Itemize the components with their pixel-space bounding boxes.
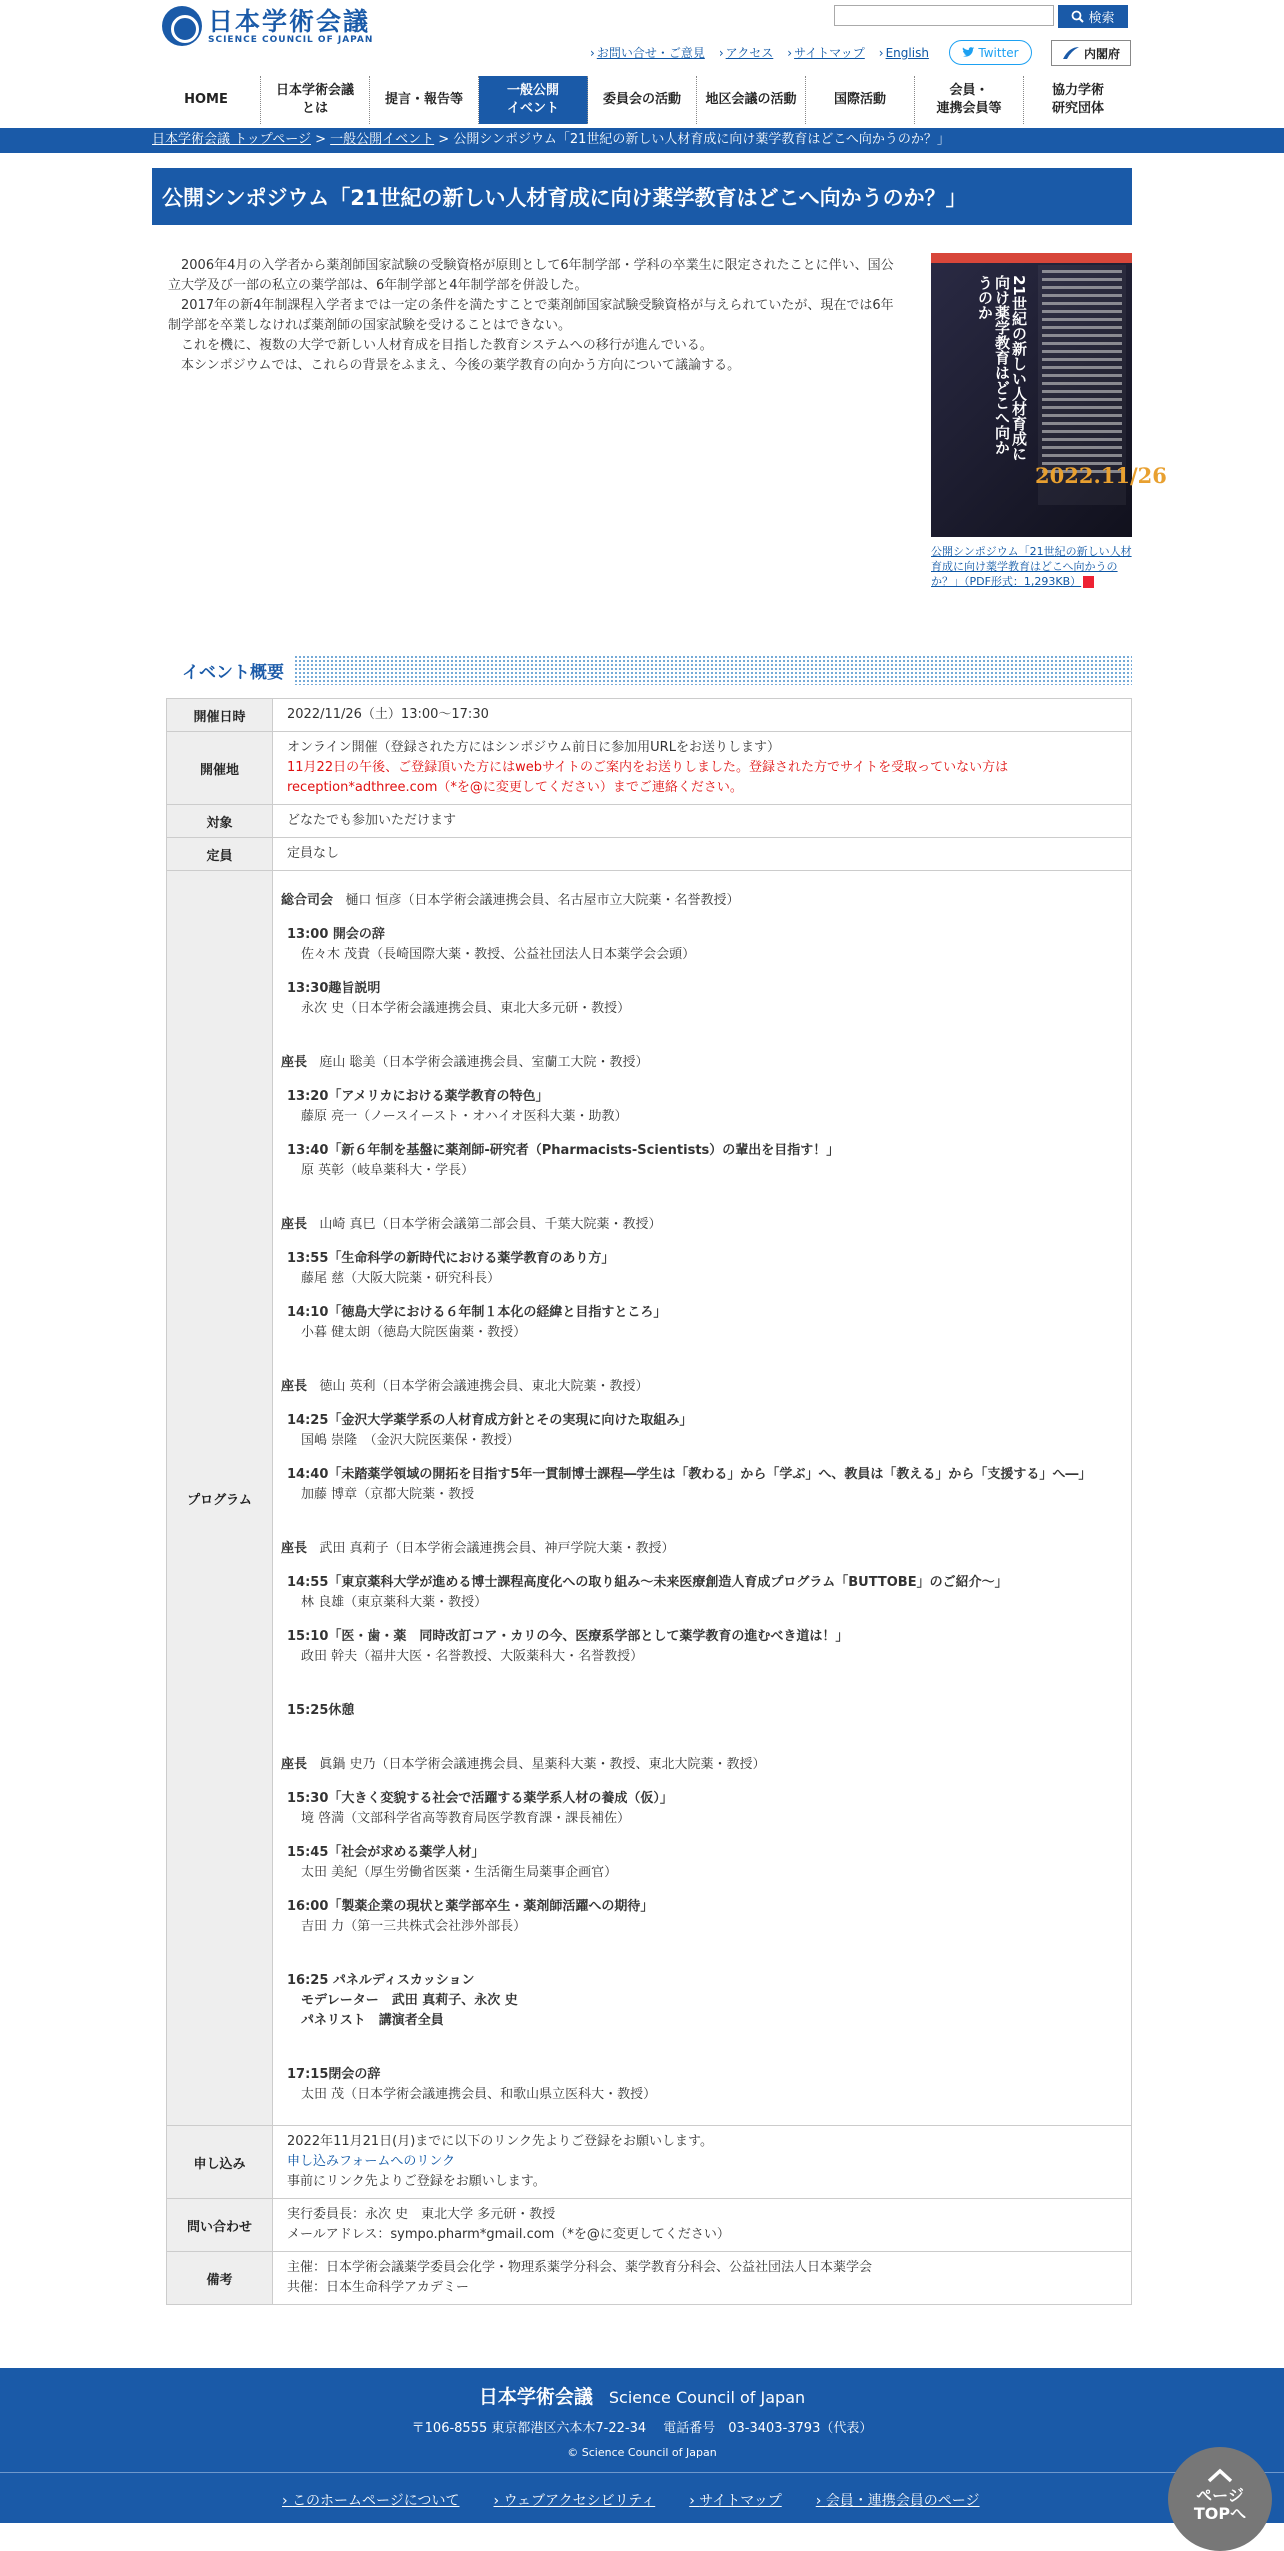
program-session-title: 14:40「未踏薬学領域の開拓を目指す5年一貫制博士課程―学生は「教わる」から「学ぶ」へ、教員は「教える」から「支援する」へ―」	[287, 1467, 1092, 1482]
program-speaker: 原 英彰（岐阜薬科大・学長）	[301, 1163, 475, 1178]
site-search	[834, 5, 1128, 28]
row-label-notes: 備考	[167, 2252, 273, 2305]
pdf-icon	[1083, 576, 1094, 588]
apply-line: 2022年11月21日(月)までに以下のリンク先よりご登録をお願いします。	[287, 2134, 714, 2149]
program-speaker: 永次 史（日本学術会議連携会員、東北大多元研・教授）	[301, 1001, 631, 1016]
site-footer	[0, 2368, 1284, 2523]
nav-item-home[interactable]: HOME	[152, 76, 261, 124]
nav-item-proposals[interactable]: 提言・報告等	[370, 76, 479, 124]
twitter-bird-icon	[962, 47, 975, 58]
logo-text-ja: 日本学術会議	[208, 6, 371, 36]
program-role: 座長	[281, 1379, 308, 1394]
program-panelists: パネリスト 講演者全員	[301, 2013, 444, 2028]
row-value-program	[273, 871, 1132, 2126]
program-role: 座長	[281, 1541, 308, 1556]
page-top-label: ページ TOPへ	[1193, 2486, 1247, 2523]
event-overview-table	[166, 698, 1132, 2305]
breadcrumb-current: 公開シンポジウム「21世紀の新しい人材育成に向け薬学教育はどこへ向かうのか？」	[453, 132, 950, 147]
program-session-title: 14:10「徳島大学における６年制１本化の経緯と目指すところ」	[287, 1305, 667, 1320]
row-value-contact	[273, 2199, 1132, 2252]
footer-link-accessibility[interactable]: › ウェブアクセシビリティ	[494, 2490, 656, 2510]
program-person: 武田 真莉子（日本学術会議連携会員、神戸学院大薬・教授）	[319, 1541, 675, 1556]
program-speaker: 国嶋 崇隆 （金沢大院医薬保・教授）	[301, 1433, 520, 1448]
row-label-contact: 問い合わせ	[167, 2199, 273, 2252]
breadcrumb-link-top[interactable]: 日本学術会議 トップページ	[152, 132, 311, 147]
global-nav	[152, 76, 1132, 124]
footer-org-name	[0, 2382, 1284, 2409]
breadcrumb-separator: >	[310, 132, 331, 147]
table-row	[167, 871, 1132, 2126]
contact-line: メールアドレス：sympo.pharm*gmail.com（*を@に変更してください）	[287, 2227, 730, 2242]
row-value-target: どなたでも参加いただけます	[273, 805, 1132, 838]
poster-date: 2022.11/26	[1035, 463, 1167, 488]
apply-form-link[interactable]: 申し込みフォームへのリンク	[287, 2154, 456, 2169]
row-label-date: 開催日時	[167, 699, 273, 732]
row-label-target: 対象	[167, 805, 273, 838]
footer-address: 〒106-8555 東京都港区六本木7-22-34 電話番号 03-3403-3793（代表）	[411, 2421, 873, 2436]
utility-link-contact[interactable]: › お問い合せ・ご意見	[590, 44, 705, 61]
table-row	[167, 2126, 1132, 2199]
chevron-up-icon	[1207, 2469, 1233, 2483]
row-label-venue: 開催地	[167, 732, 273, 805]
row-value-apply	[273, 2126, 1132, 2199]
program-speaker: 吉田 力（第一三共株式会社渉外部長）	[301, 1919, 527, 1934]
program-person: 徳山 英利（日本学術会議連携会員、東北大院薬・教授）	[319, 1379, 649, 1394]
section-heading-label: イベント概要	[166, 655, 294, 685]
row-label-apply: 申し込み	[167, 2126, 273, 2199]
program-speaker: 境 啓満（文部科学省高等教育局医学教育課・課長補佐）	[301, 1811, 631, 1826]
table-row	[167, 805, 1132, 838]
contact-line: 実行委員長：永次 史 東北大学 多元研・教授	[287, 2207, 556, 2222]
venue-notice: 11月22日の午後、ご登録頂いた方にはwebサイトのご案内をお送りしました。登録された方でサイトを受取っていない方は	[287, 760, 1009, 775]
nav-item-regional[interactable]: 地区会議の活動	[697, 76, 806, 124]
program-role: 座長	[281, 1217, 308, 1232]
program-speaker: 政田 幹夫（福井大医・名誉教授、大阪薬科大・名誉教授）	[301, 1649, 644, 1664]
program-speaker: 藤原 亮一（ノースイースト・オハイオ医科大薬・助教）	[301, 1109, 628, 1124]
symposium-poster-image[interactable]	[931, 253, 1167, 537]
program-speaker: 加藤 博章（京都大院薬・教授	[301, 1487, 475, 1502]
table-row	[167, 2252, 1132, 2305]
nav-item-cooperative-orgs[interactable]: 協力学術 研究団体	[1051, 83, 1104, 116]
program-person: 山崎 真巳（日本学術会議第二部会員、千葉大院薬・教授）	[319, 1217, 662, 1232]
utility-link-english[interactable]: › English	[879, 46, 929, 60]
venue-line: オンライン開催（登録された方にはシンポジウム前日に参加用URLをお送りします）	[287, 740, 780, 755]
program-session-title: 17:15閉会の辞	[287, 2067, 381, 2082]
footer-copyright: © Science Council of Japan	[567, 2446, 717, 2459]
section-heading	[166, 655, 1132, 685]
utility-link-access[interactable]: › アクセス	[719, 44, 773, 61]
breadcrumb	[152, 129, 950, 151]
program-session-title: 13:20「アメリカにおける薬学教育の特色」	[287, 1089, 549, 1104]
nav-item-committees[interactable]: 委員会の活動	[588, 76, 697, 124]
program-session-title: 14:55「東京薬科大学が進める博士課程高度化への取り組み～未来医療創造人育成プログラム「BUTTOBE」のご紹介～」	[287, 1575, 1008, 1590]
logo-text-en: SCIENCE COUNCIL OF JAPAN	[208, 34, 374, 45]
program-session-title: 15:30「大きく変貌する社会で活躍する薬学系人材の養成（仮）」	[287, 1791, 673, 1806]
intro-paragraph: 2006年4月の入学者から薬剤師国家試験の受験資格が原則として6年制学部・学科の卒業生に限定されたことに伴い、国公立大学及び一部の私立の薬学部は、6年制学部と4年制学部を併設した。	[168, 258, 894, 293]
footer-link-about-site[interactable]: › このホームページについて	[282, 2490, 460, 2510]
cabinet-office-label: 内閣府	[1083, 46, 1120, 61]
row-value-date: 2022/11/26（土）13:00～17:30	[273, 699, 1132, 732]
program-session-title: 15:10「医・歯・薬 同時改訂コア・カリの今、医療系学部として薬学教育の進むべき道は！」	[287, 1629, 849, 1644]
row-value-capacity: 定員なし	[273, 838, 1132, 871]
search-button-label: 検索	[1088, 11, 1115, 26]
row-value-notes	[273, 2252, 1132, 2305]
search-button[interactable]	[1058, 5, 1128, 28]
search-icon	[1071, 10, 1084, 23]
program-person: 庭山 聡美（日本学術会議連携会員、室蘭工大院・教授）	[319, 1055, 649, 1070]
program-session-title: 16:25 パネルディスカッション	[287, 1973, 475, 1988]
program-break: 15:25休憩	[287, 1703, 355, 1718]
intro-text	[168, 256, 894, 376]
site-logo[interactable]	[162, 6, 373, 46]
program-role: 座長	[281, 1757, 308, 1772]
venue-notice: reception*adthree.com（*を@に変更してください）までご連絡ください。	[287, 780, 743, 795]
footer-link-sitemap[interactable]: › サイトマップ	[689, 2490, 782, 2510]
nav-item-members[interactable]: 会員・ 連携会員等	[915, 76, 1024, 124]
utility-links	[590, 44, 943, 61]
program-person: 眞鍋 史乃（日本学術会議連携会員、星薬科大薬・教授、東北大院薬・教授）	[319, 1757, 766, 1772]
twitter-button[interactable]	[949, 40, 1032, 65]
apply-line: 事前にリンク先よりご登録をお願いします。	[287, 2174, 546, 2189]
program-session-title: 13:55「生命科学の新時代における薬学教育のあり方」	[287, 1251, 615, 1266]
row-value-venue	[273, 732, 1132, 805]
intro-paragraph: 本シンポジウムでは、これらの背景をふまえ、今後の薬学教育の向かう方向について議論する。	[181, 358, 741, 373]
page-title: 公開シンポジウム「21世紀の新しい人材育成に向け薬学教育はどこへ向かうのか？」	[152, 168, 1132, 225]
council-emblem-icon	[162, 6, 202, 46]
note-line: 主催：日本学術会議薬学委員会化学・物理系薬学分科会、薬学教育分科会、公益社団法人日本薬学会	[287, 2260, 873, 2275]
table-row	[167, 732, 1132, 805]
search-input[interactable]	[834, 5, 1054, 26]
table-row	[167, 699, 1132, 732]
program-session-title: 13:00 開会の辞	[287, 927, 385, 942]
program-role: 総合司会	[281, 893, 334, 908]
footer-link-member-page[interactable]: › 会員・連携会員のページ	[816, 2490, 980, 2510]
footer-name-ja: 日本学術会議	[478, 2386, 593, 2408]
row-label-capacity: 定員	[167, 838, 273, 871]
program-speaker: 藤尾 慈（大阪大院薬・研究科長）	[301, 1271, 501, 1286]
page-top-button[interactable]	[1168, 2447, 1272, 2551]
note-line: 共催：日本生命科学アカデミー	[287, 2280, 469, 2295]
poster-pdf-link-text: 公開シンポジウム「21世紀の新しい人材育成に向け薬学教育はどこへ向かうのか？」（PDF形式：1,293KB）	[931, 545, 1132, 588]
program-session-title: 13:40「新６年制を基盤に薬剤師-研究者（Pharmacists-Scientists）の輩出を目指す！」	[287, 1143, 840, 1158]
program-speaker: 佐々木 茂貴（長崎国際大薬・教授、公益社団法人日本薬学会会頭）	[301, 947, 696, 962]
poster-vertical-title: 21世紀の新しい人材育成に向け薬学教育はどこへ向かうのか	[976, 275, 1028, 461]
nav-item-about[interactable]: 日本学術会議 とは	[261, 76, 370, 124]
utility-link-sitemap[interactable]: › サイトマップ	[787, 44, 865, 61]
program-role: 座長	[281, 1055, 308, 1070]
program-speaker: 小暮 健太朗（徳島大院医歯薬・教授）	[301, 1325, 527, 1340]
program-moderator: モデレーター 武田 真莉子、永次 史	[301, 1993, 518, 2008]
footer-name-en: Science Council of Japan	[608, 2388, 806, 2407]
row-label-program: プログラム	[167, 871, 273, 2126]
program-session-title: 13:30趣旨説明	[287, 981, 381, 996]
cabinet-office-link[interactable]	[1051, 40, 1131, 66]
table-row	[167, 838, 1132, 871]
nav-item-international[interactable]: 国際活動	[806, 76, 915, 124]
nav-item-public-events[interactable]: 一般公開 イベント	[479, 76, 588, 124]
intro-paragraph: これを機に、複数の大学で新しい人材育成を目指した教育システムへの移行が進んでいる。	[181, 338, 713, 353]
program-session-title: 14:25「金沢大学薬学系の人材育成方針とその実現に向けた取組み」	[287, 1413, 693, 1428]
footer-divider	[0, 2472, 1284, 2473]
breadcrumb-link-events[interactable]: 一般公開イベント	[330, 132, 435, 147]
poster-top-band	[931, 253, 1132, 263]
program-speaker: 太田 美紀（厚生労働省医薬・生活衛生局薬事企画官）	[301, 1865, 618, 1880]
table-row	[167, 2199, 1132, 2252]
intro-paragraph: 2017年の新4年制課程入学者までは一定の条件を満たすことで薬剤師国家試験受験資格が与えられていたが、現在では6年制学部を卒業しなければ薬剤師の国家試験を受けることはできない。	[168, 298, 894, 333]
twitter-label: Twitter	[978, 45, 1019, 60]
footer-links	[282, 2490, 1014, 2510]
program-speaker: 太田 茂（日本学術会議連携会員、和歌山県立医科大・教授）	[301, 2087, 657, 2102]
breadcrumb-separator: >	[434, 132, 454, 147]
program-session-title: 16:00「製薬企業の現状と薬学部卒生・薬剤師活躍への期待」	[287, 1899, 654, 1914]
program-person: 樋口 恒彦（日本学術会議連携会員、名古屋市立大院薬・名誉教授）	[345, 893, 740, 908]
program-speaker: 林 良雄（東京薬科大薬・教授）	[301, 1595, 488, 1610]
poster-pdf-link[interactable]	[931, 544, 1135, 589]
program-session-title: 15:45「社会が求める薬学人材」	[287, 1845, 485, 1860]
cabinet-office-emblem-icon	[1062, 46, 1080, 60]
